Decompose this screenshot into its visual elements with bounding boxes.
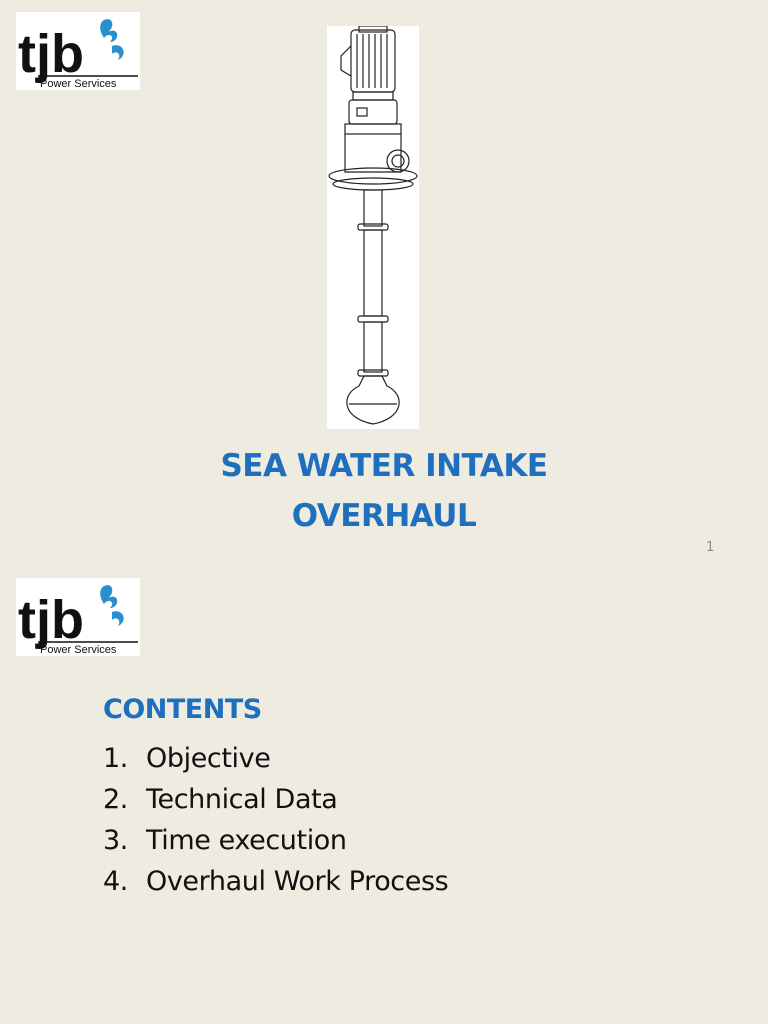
item-label: Objective bbox=[146, 743, 271, 774]
title-line-2: OVERHAUL bbox=[291, 498, 477, 534]
title-line-1: SEA WATER INTAKE bbox=[220, 448, 548, 484]
page-number: 1 bbox=[706, 540, 715, 555]
logo-subtitle: Power Services bbox=[40, 78, 117, 90]
contents-list bbox=[103, 738, 448, 902]
logo-swirl-icon bbox=[100, 19, 117, 42]
tjb-logo-2 bbox=[16, 578, 140, 656]
item-number: 1. bbox=[103, 743, 128, 774]
logo-swirl-icon-lower bbox=[112, 611, 124, 626]
slide-2 bbox=[0, 566, 768, 1024]
list-item bbox=[103, 779, 448, 820]
tjb-logo bbox=[16, 12, 140, 90]
logo-swirl-icon-lower bbox=[112, 45, 124, 60]
item-number: 3. bbox=[103, 825, 128, 856]
item-number: 2. bbox=[103, 784, 128, 815]
list-item bbox=[103, 861, 448, 902]
logo-wordmark: tjb bbox=[18, 590, 84, 650]
item-label: Overhaul Work Process bbox=[146, 866, 449, 897]
item-label: Time execution bbox=[146, 825, 347, 856]
item-label: Technical Data bbox=[146, 784, 338, 815]
logo-subtitle: Power Services bbox=[40, 644, 117, 656]
pump-drawing bbox=[327, 26, 419, 429]
logo-wordmark: tjb bbox=[18, 24, 84, 84]
list-item bbox=[103, 738, 448, 779]
list-item bbox=[103, 820, 448, 861]
logo-swirl-icon bbox=[100, 585, 117, 608]
item-number: 4. bbox=[103, 866, 128, 897]
contents-heading: CONTENTS bbox=[103, 694, 262, 725]
